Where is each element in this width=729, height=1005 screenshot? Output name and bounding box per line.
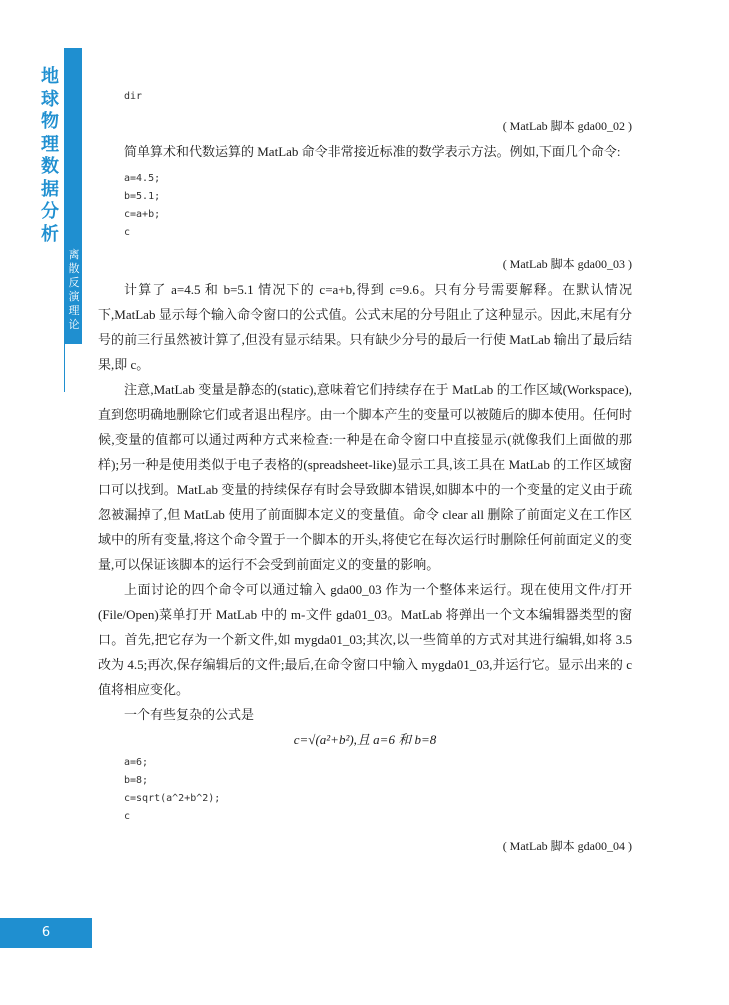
paragraph: 计算了 a=4.5 和 b=5.1 情况下的 c=a+b,得到 c=9.6。只有分号需要解释。在默认情况下,MatLab 显示每个输入命令窗口的公式值。公式末尾的分号阻止了这种显示。因此,末尾有分号的前三行虽然被计算了,但没有显示结果。只有缺少分号的最后一行使 MatLab 输出了最后结果,即 c。 — [98, 282, 632, 372]
script-caption: ( MatLab 脚本 gda00_03 ) — [502, 257, 632, 271]
page-number: 6 — [0, 918, 92, 948]
code-block: a=4.5; b=5.1; c=a+b; c — [124, 173, 161, 238]
paragraph: 上面讨论的四个命令可以通过输入 gda00_03 作为一个整体来运行。现在使用文件/打开(File/Open)菜单打开 MatLab 中的 m-文件 gda01_03。MatLab 将弹出一个文本编辑器类型的窗口。首先,把它存为一个新文件,如 mygda01_03;其次,以一些简单的方式对其进行编辑,如将 3.5 改为 4.5;再次,保存编辑后的文件;最后,在命令窗口中输入 mygda01_03,并运行它。显示出来的 c 值将相应变化。 — [98, 582, 632, 697]
code-block: dir — [124, 91, 143, 102]
formula: c=√(a²+b²),且 a=6 和 b=8 — [293, 732, 437, 747]
book-title: 地球物理数据分析 — [41, 66, 59, 245]
side-rule — [64, 344, 83, 392]
script-caption: ( MatLab 脚本 gda00_04 ) — [502, 839, 632, 853]
side-band — [0, 48, 82, 344]
paragraph: 简单算术和代数运算的 MatLab 命令非常接近标准的数学表示方法。例如,下面几个命令: — [124, 144, 621, 159]
chapter-title: 离散反演理论 — [68, 248, 80, 331]
script-caption: ( MatLab 脚本 gda00_02 ) — [502, 119, 632, 133]
paragraph: 一个有些复杂的公式是 — [124, 707, 255, 722]
page-content — [98, 88, 632, 859]
code-block: a=6; b=8; c=sqrt(a^2+b^2); c — [124, 757, 221, 822]
paragraph: 注意,MatLab 变量是静态的(static),意味着它们持续存在于 MatLab 的工作区域(Workspace),直到您明确地删除它们或者退出程序。由一个脚本产生的变量可以被随后的脚本使用。任何时候,变量的值都可以通过两种方式来检查:一种是在命令窗口中直接显示(就像我们上面做的那样);另一种是使用类似于电子表格的(spreadsheet-like)显示工具,该工具在 MatLab 的工作区域窗口可以找到。MatLab 变量的持续保存有时会导致脚本错误,如脚本中的一个变量的定义由于疏忽被漏掉了,但 MatLab 使用了前面脚本定义的变量值。命令 clear all 删除了前面定义在工作区域中的所有变量,将这个命令置于一个脚本的开头,将使它在每次运行时删除任何前面定义的变量,可以保证该脚本的运行不会受到前面定义的变量的影响。 — [98, 382, 632, 572]
